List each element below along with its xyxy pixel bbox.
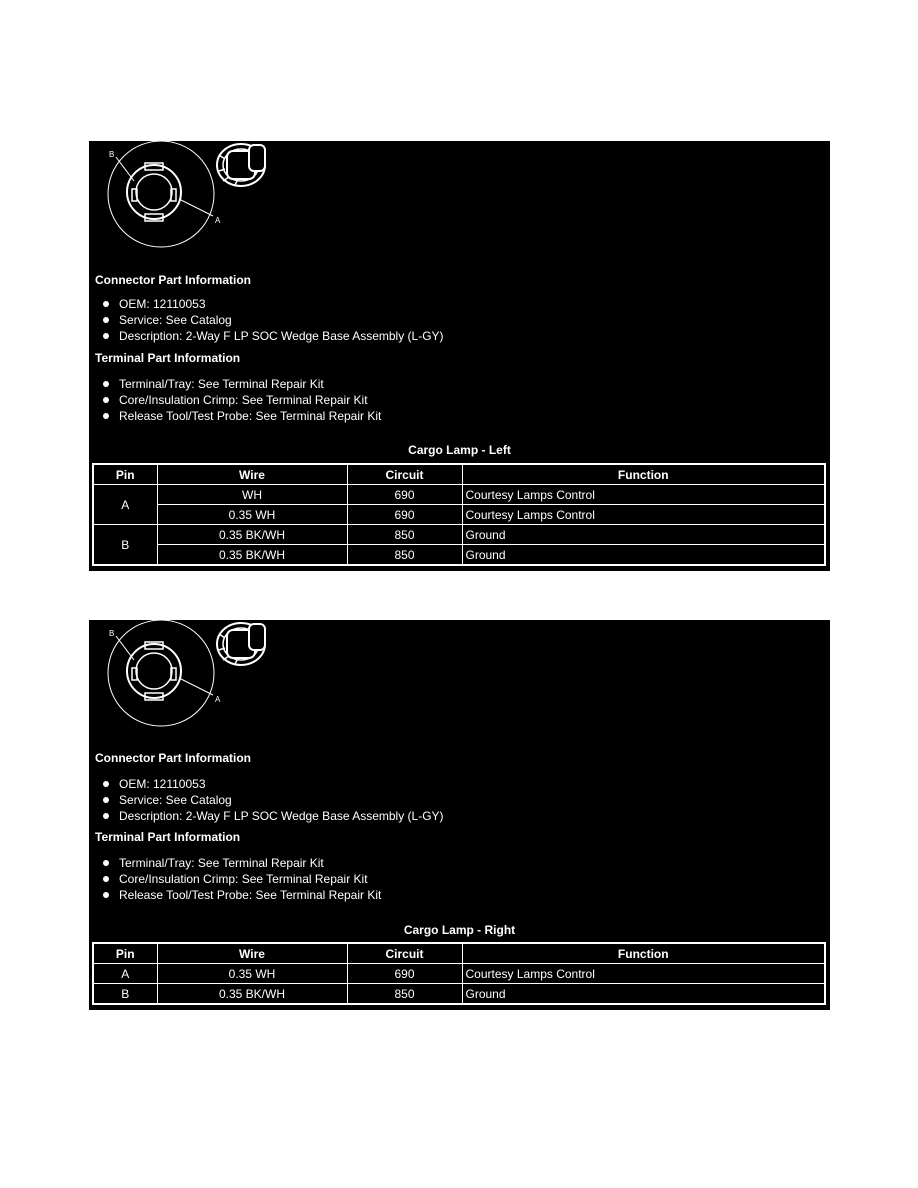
table-row: [93, 485, 825, 505]
pin-cell: A: [93, 964, 157, 984]
pin-a-callout: A: [215, 695, 221, 704]
wire-cell: 0.35 WH: [157, 964, 347, 984]
pinout-table: [92, 463, 826, 566]
table-row: [93, 525, 825, 545]
column-header-pin: Pin: [93, 943, 157, 964]
connector-face-diagram: [89, 620, 279, 732]
column-header-wire: Wire: [157, 464, 347, 485]
table-title: Cargo Lamp - Left: [408, 443, 511, 457]
connector-body-illustration: [217, 623, 265, 665]
table-header-row: [93, 464, 825, 485]
pin-a-callout: A: [215, 216, 221, 225]
list-item: OEM: 12110053: [89, 776, 444, 792]
connector-panel-left: [89, 141, 830, 571]
pin-b-callout: B: [109, 150, 115, 159]
terminal-part-list: [89, 855, 381, 903]
list-item: Service: See Catalog: [89, 792, 444, 808]
connector-part-list: [89, 776, 444, 824]
terminal-part-heading: Terminal Part Information: [95, 351, 241, 365]
connector-panel-right: [89, 620, 830, 1010]
table-row: [93, 545, 825, 566]
function-cell: Ground: [462, 525, 825, 545]
circuit-cell: 690: [347, 485, 462, 505]
pin-cell: B: [93, 984, 157, 1005]
table-header-row: [93, 943, 825, 964]
column-header-circuit: Circuit: [347, 943, 462, 964]
wire-cell: 0.35 BK/WH: [157, 984, 347, 1005]
function-cell: Courtesy Lamps Control: [462, 505, 825, 525]
terminal-part-list: [89, 376, 381, 424]
bullet-icon: [103, 397, 109, 403]
pin-cell: B: [93, 525, 157, 566]
function-cell: Courtesy Lamps Control: [462, 964, 825, 984]
table-row: [93, 984, 825, 1005]
table-row: [93, 964, 825, 984]
bullet-icon: [103, 381, 109, 387]
pinout-table: [92, 942, 826, 1005]
list-item: Description: 2-Way F LP SOC Wedge Base Assembly (L-GY): [89, 328, 444, 344]
connector-body-illustration: [217, 144, 265, 186]
connector-face-diagram: [89, 141, 279, 253]
table-title: Cargo Lamp - Right: [403, 923, 516, 937]
table-row: [93, 505, 825, 525]
list-item: Description: 2-Way F LP SOC Wedge Base Assembly (L-GY): [89, 808, 444, 824]
pin-cell: A: [93, 485, 157, 525]
terminal-part-heading: Terminal Part Information: [95, 830, 241, 844]
function-cell: Courtesy Lamps Control: [462, 485, 825, 505]
bullet-icon: [103, 892, 109, 898]
bullet-icon: [103, 333, 109, 339]
wire-cell: WH: [157, 485, 347, 505]
function-cell: Ground: [462, 545, 825, 566]
connector-part-list: [89, 296, 444, 344]
bullet-icon: [103, 781, 109, 787]
bullet-icon: [103, 813, 109, 819]
bullet-icon: [103, 413, 109, 419]
bullet-icon: [103, 301, 109, 307]
list-item: Release Tool/Test Probe: See Terminal Repair Kit: [89, 408, 381, 424]
function-cell: Ground: [462, 984, 825, 1005]
wire-cell: 0.35 WH: [157, 505, 347, 525]
bullet-icon: [103, 860, 109, 866]
column-header-circuit: Circuit: [347, 464, 462, 485]
list-item: Core/Insulation Crimp: See Terminal Repair Kit: [89, 392, 381, 408]
list-item: Core/Insulation Crimp: See Terminal Repair Kit: [89, 871, 381, 887]
list-item: OEM: 12110053: [89, 296, 444, 312]
bullet-icon: [103, 797, 109, 803]
column-header-wire: Wire: [157, 943, 347, 964]
pin-b-callout: B: [109, 629, 115, 638]
bullet-icon: [103, 876, 109, 882]
list-item: Service: See Catalog: [89, 312, 444, 328]
column-header-function: Function: [462, 464, 825, 485]
wire-cell: 0.35 BK/WH: [157, 525, 347, 545]
circuit-cell: 690: [347, 964, 462, 984]
wire-cell: 0.35 BK/WH: [157, 545, 347, 566]
column-header-function: Function: [462, 943, 825, 964]
circuit-cell: 690: [347, 505, 462, 525]
list-item: Terminal/Tray: See Terminal Repair Kit: [89, 376, 381, 392]
circuit-cell: 850: [347, 984, 462, 1005]
list-item: Terminal/Tray: See Terminal Repair Kit: [89, 855, 381, 871]
column-header-pin: Pin: [93, 464, 157, 485]
list-item: Release Tool/Test Probe: See Terminal Repair Kit: [89, 887, 381, 903]
circuit-cell: 850: [347, 525, 462, 545]
connector-part-heading: Connector Part Information: [95, 273, 252, 287]
circuit-cell: 850: [347, 545, 462, 566]
bullet-icon: [103, 317, 109, 323]
connector-part-heading: Connector Part Information: [95, 751, 252, 765]
